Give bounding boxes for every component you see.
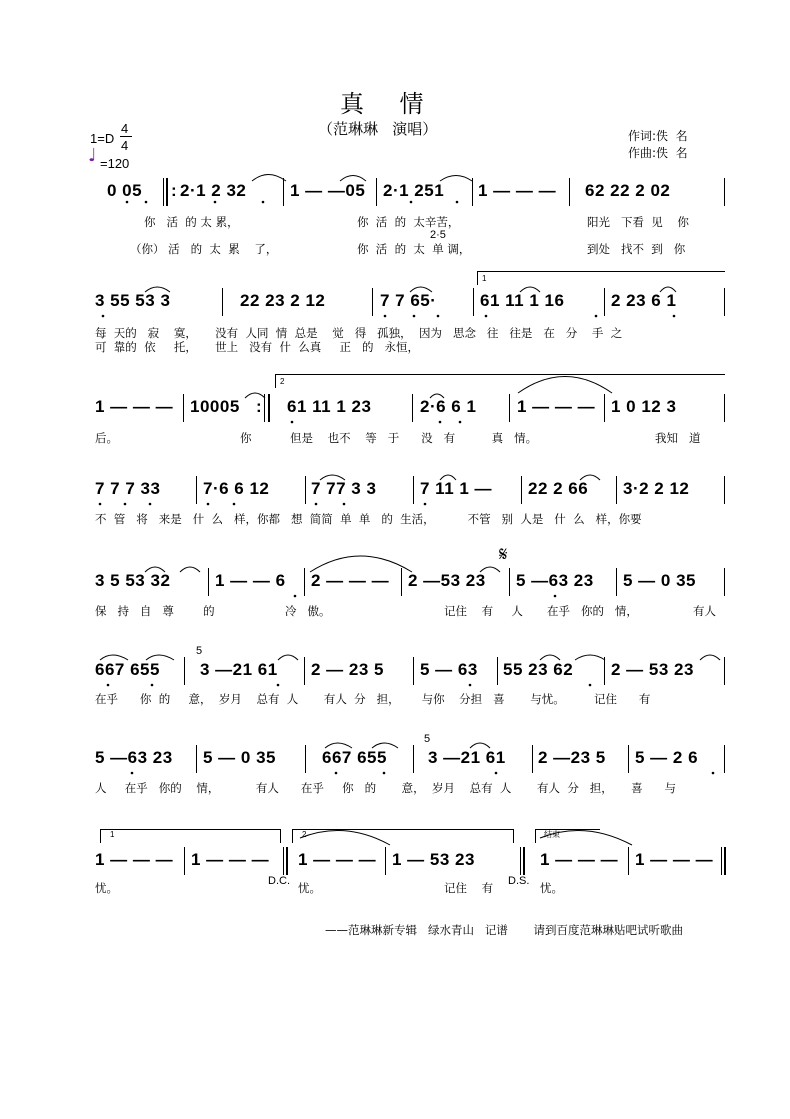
lyric-line: 忧。 <box>540 881 563 895</box>
lyric-line: 你 活 的 太辛苦， <box>357 215 460 229</box>
measure: 3·2 2 12 <box>623 479 690 498</box>
lyric-line: 忧。 <box>298 881 321 895</box>
lyric-line: 在乎 你 的 意， 岁月 总有 人 有人 分 担， 与你 分担 喜 与忧。 记住 有 <box>95 692 651 706</box>
measure: 1 — — — <box>517 397 596 416</box>
measure: 22 2 66 <box>528 479 589 498</box>
lyric-line: 人 在乎 你的 情， 有人 在乎 你 的 意， 岁月 总有 人 有人 分 担， 喜 与 <box>95 781 677 795</box>
measure: 1 — — — <box>298 850 377 869</box>
grace-note: 2·5 <box>430 229 446 241</box>
lyric-line: 你 活 的 太 累， <box>144 215 239 229</box>
measure: 5 —63 23 <box>95 748 173 767</box>
footer-note: ——范琳琳新专辑 绿水青山 记谱 请到百度范琳琳贴吧试听歌曲 <box>325 923 684 937</box>
lyric-line: 可 靠的 依 托， 世上 没有 什 么真 正 的 永恒， <box>95 340 419 354</box>
measure: 7 7 7 33 <box>95 479 161 498</box>
lyric-line: （你） 活 的 太 累 了， <box>130 242 278 256</box>
measure: 1 — — — <box>95 850 174 869</box>
measure: 7·6 6 12 <box>203 479 270 498</box>
measure: 2·1 251 <box>383 181 445 200</box>
measure: 62 22 2 02 <box>585 181 671 200</box>
measure: 3 —21 61 <box>200 660 278 679</box>
quarter-note-icon: ♩ <box>88 145 97 166</box>
measure: 10005 <box>190 397 240 416</box>
lyric-line: 忧。 <box>95 881 118 895</box>
lyric-line: 但是 也不 等 于 没 有 真 情。 <box>290 431 538 445</box>
measure: 5 — 63 <box>420 660 478 679</box>
measure: 1 — — — <box>478 181 557 200</box>
measure: 1 — — — <box>95 397 174 416</box>
measure: 1 — — — <box>540 850 619 869</box>
measure: 2 —23 5 <box>538 748 606 767</box>
measure: 5 — 0 35 <box>203 748 276 767</box>
lyric-line: 冷 傲。 <box>285 604 331 618</box>
measure: 61 11 1 23 <box>287 397 372 416</box>
segno-icon: 𝄋 <box>499 542 508 566</box>
measure: 2 — 23 5 <box>311 660 384 679</box>
lyric-line: 不 管 将 来是 什 么 样，你都 想 简简 单 单 的 生活， 不管 别 人是 什 么 样，你要 <box>95 512 642 526</box>
measure: 2 —53 23 <box>408 571 486 590</box>
measure: 3 —21 61 <box>428 748 506 767</box>
dc-marking: D.C. <box>268 875 290 887</box>
volta-number: 2 <box>302 830 307 839</box>
measure: 5 — 2 6 <box>635 748 699 767</box>
tempo-mark: =120 <box>100 156 130 171</box>
song-title: 真 情 <box>340 90 425 118</box>
measure: 667 655 <box>95 660 160 679</box>
lyric-line: 到处 找不 到 你 <box>587 242 686 256</box>
measure: 7 11 1 — <box>420 479 493 498</box>
measure: 1 0 12 3 <box>611 397 677 416</box>
lyric-line: 有人 <box>693 604 716 618</box>
lyric-line: 我知 道 <box>655 431 701 445</box>
measure: 55 23 62 <box>503 660 574 679</box>
lyric-line: 后。 <box>95 431 118 445</box>
measure: 1 — — — <box>635 850 714 869</box>
lyric-line: 你 活 的 太 单 调， <box>357 242 471 256</box>
grace-note: 5 <box>196 645 203 657</box>
time-signature-bottom: 4 <box>121 138 129 153</box>
key-signature: 1=D <box>90 131 115 146</box>
volta-number: 2 <box>280 377 285 386</box>
lyric-line: 记住 有 <box>444 881 494 895</box>
volta-number: 1 <box>482 274 487 283</box>
measure: 1 — —05 <box>290 181 366 200</box>
measure: 0 05 <box>107 181 143 200</box>
ds-marking: D.S. <box>508 875 530 887</box>
lyric-line: 保 持 自 尊 的 <box>95 604 215 618</box>
volta-number: 1 <box>110 830 115 839</box>
measure: 5 —63 23 <box>516 571 594 590</box>
volta-label: 结束 <box>544 830 560 839</box>
measure: 7 7 65· <box>380 291 437 310</box>
lyric-line: 阳光 下看 见 你 <box>587 215 689 229</box>
measure: 5 — 0 35 <box>623 571 696 590</box>
lyric-line: 记住 有 人 <box>444 604 523 618</box>
measure: 3 5 53 32 <box>95 571 171 590</box>
song-subtitle: （范琳琳 演唱） <box>318 120 438 138</box>
composer-credit: 作曲:佚 名 <box>628 146 688 160</box>
measure: 2 23 6 1 <box>611 291 677 310</box>
lyric-line: 你 <box>240 431 252 445</box>
measure: 2·6 6 1 <box>420 397 477 416</box>
measure: 3 55 53 3 <box>95 291 171 310</box>
measure: 2·1 2 32 <box>180 181 247 200</box>
measure: 7 77 3 3 <box>311 479 377 498</box>
time-signature-top: 4 <box>121 121 129 136</box>
measure: 1 — — — <box>191 850 270 869</box>
measure: 2 — 53 23 <box>611 660 694 679</box>
measure: 2 — — — <box>311 571 390 590</box>
measure: 667 655 <box>322 748 387 767</box>
lyricist-credit: 作词:佚 名 <box>628 129 688 143</box>
lyric-line: 每 天的 寂 寞， 没有 人同 情 总是 觉 得 孤独， 因为 思念 往 往是 在 分 手 之 <box>95 326 623 340</box>
lyric-line: 在乎 你的 情， <box>547 604 638 618</box>
measure: 22 23 2 12 <box>240 291 326 310</box>
measure: 1 — — 6 <box>215 571 286 590</box>
measure: 1 — 53 23 <box>392 850 475 869</box>
grace-note: 5 <box>424 733 431 745</box>
measure: 61 11 1 16 <box>480 291 565 310</box>
